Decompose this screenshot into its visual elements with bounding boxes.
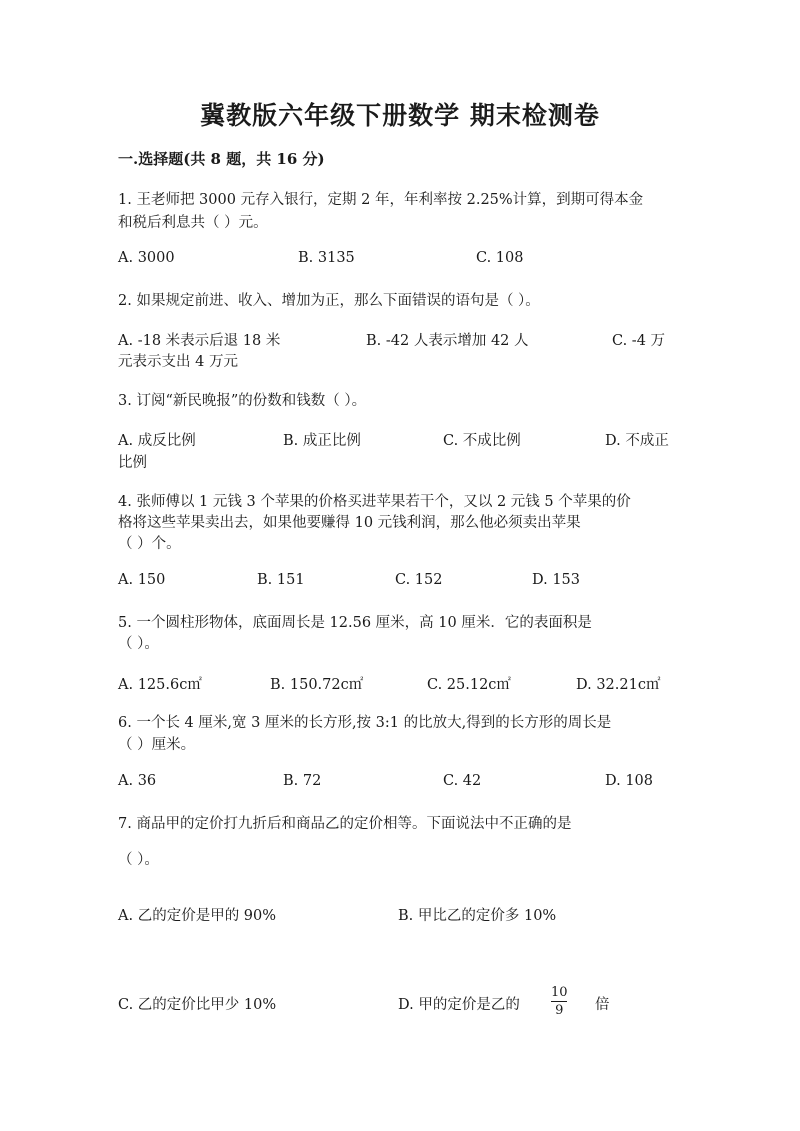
question-1-line-2: 和税后利息共（ ）元。 xyxy=(118,215,268,231)
page-title: 冀教版六年级下册数学 期末检测卷 xyxy=(200,101,600,130)
question-7-option-d: D. 甲的定价是乙的 xyxy=(398,997,520,1013)
question-7-option-d-suffix: 倍 xyxy=(595,997,610,1013)
question-4-line-2: 格将这些苹果卖出去，如果他要赚得 10 元钱利润，那么他必须卖出苹果 xyxy=(118,515,581,531)
fraction-denominator: 9 xyxy=(555,1003,564,1018)
question-7-line-2: （ ）。 xyxy=(118,852,159,868)
question-3-option-a: A. 成反比例 xyxy=(118,433,196,449)
question-1-option-a: A. 3000 xyxy=(118,250,175,266)
question-2-option-c: C. -4 万 xyxy=(612,333,666,349)
question-4-line-1: 4. 张师傅以 1 元钱 3 个苹果的价格买进苹果若干个，又以 2 元钱 5 个苹果的价 xyxy=(118,494,631,510)
question-4-option-a: A. 150 xyxy=(118,572,166,588)
question-3-option-d: D. 不成正 xyxy=(605,433,669,449)
question-5-option-d: D. 32.21c㎡ xyxy=(576,677,661,693)
question-2-line-1: 2. 如果规定前进、收入、增加为正，那么下面错误的语句是（ ）。 xyxy=(118,293,540,309)
question-5-line-2: （ ）。 xyxy=(118,636,159,652)
question-1-option-b: B. 3135 xyxy=(298,250,355,266)
question-6-option-b: B. 72 xyxy=(283,773,322,789)
question-6-option-d: D. 108 xyxy=(605,773,654,789)
question-3-line-1: 3. 订阅“新民晚报”的份数和钱数（ ）。 xyxy=(118,393,367,409)
fraction-numerator: 10 xyxy=(551,985,568,1000)
question-6-line-1: 6. 一个长 4 厘米,宽 3 厘米的长方形,按 3:1 的比放大,得到的长方形的周长是 xyxy=(118,715,612,731)
question-2-option-b: B. -42 人表示增加 42 人 xyxy=(366,333,529,349)
section-heading: 一.选择题(共 8 题，共 16 分) xyxy=(118,150,325,168)
question-7-option-c: C. 乙的定价比甲少 10% xyxy=(118,997,277,1013)
question-4-option-d: D. 153 xyxy=(532,572,581,588)
question-4-option-b: B. 151 xyxy=(257,572,305,588)
question-6-line-2: （ ）厘米。 xyxy=(118,737,196,753)
question-2-option-c-continued: 元表示支出 4 万元 xyxy=(118,354,238,370)
question-1-option-c: C. 108 xyxy=(476,250,524,266)
question-5-line-1: 5. 一个圆柱形物体，底面周长是 12.56 厘米，高 10 厘米．它的表面积是 xyxy=(118,615,592,631)
question-3-option-c: C. 不成比例 xyxy=(443,433,521,449)
question-7-option-b: B. 甲比乙的定价多 10% xyxy=(398,908,557,924)
question-5-option-b: B. 150.72c㎡ xyxy=(270,677,364,693)
question-6-option-a: A. 36 xyxy=(118,773,157,789)
question-4-option-c: C. 152 xyxy=(395,572,443,588)
fraction-ten-ninths xyxy=(551,985,568,1018)
question-6-option-c: C. 42 xyxy=(443,773,482,789)
question-5-option-c: C. 25.12c㎡ xyxy=(427,677,511,693)
question-5-option-a: A. 125.6c㎡ xyxy=(118,677,202,693)
question-2-option-a: A. -18 米表示后退 18 米 xyxy=(118,333,281,349)
question-4-line-3: （ ）个。 xyxy=(118,536,181,552)
question-7-line-1: 7. 商品甲的定价打九折后和商品乙的定价相等。下面说法中不正确的是 xyxy=(118,816,572,832)
question-1-line-1: 1. 王老师把 3000 元存入银行，定期 2 年，年利率按 2.25%计算，到期可得本金 xyxy=(118,192,644,208)
question-3-option-b: B. 成正比例 xyxy=(283,433,361,449)
question-3-option-d-continued: 比例 xyxy=(118,455,147,471)
fraction-bar xyxy=(551,1001,567,1002)
question-7-option-a: A. 乙的定价是甲的 90% xyxy=(118,908,277,924)
